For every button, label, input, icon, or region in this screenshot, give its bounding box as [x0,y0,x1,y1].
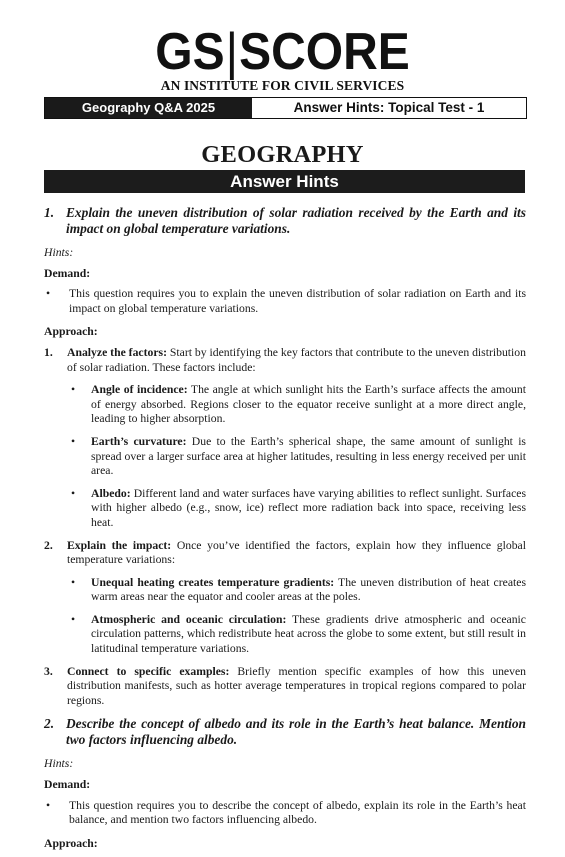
sub-point [67,383,526,427]
step-number: 2. [44,538,53,552]
sub-point-heading: Unequal heating creates temperature gradients: [91,575,335,589]
step-heading: Explain the impact: [67,538,172,552]
sub-point [67,613,526,657]
question-2 [44,716,526,748]
step-body: Once you’ve identified the factors, explain how they influence global temperature variations: [67,538,526,567]
step-heading: Analyze the factors: [67,345,167,359]
document-body [44,205,526,857]
sub-point-body: These gradients drive atmospheric and oceanic circulation patterns, which redistribute heat across the globe to some extent, but still result in latitudinal temperature variations. [91,612,526,656]
sub-point-text [91,487,526,531]
bullet-icon: • [46,287,51,301]
logo-separator: | [225,23,239,82]
sub-point [67,435,526,479]
gsscore-logo [0,23,565,98]
step-text [67,539,526,568]
demand-label: Demand: [44,266,91,280]
sub-point-body: Different land and water surfaces have varying abilities to reflect sunlight. Surfaces with higher albedo (e.g., snow, ice) reflect more radiation back into space, receiving less heat. [91,486,526,529]
step-number: 3. [44,664,53,678]
approach-step [44,346,526,375]
sub-point-heading: Angle of incidence: [91,383,188,397]
bullet-icon: • [46,798,51,812]
sub-point-text [91,435,526,479]
question-1 [44,205,526,237]
step-text [67,665,526,709]
sub-point-text [91,613,526,657]
approach-step [44,539,526,568]
sub-point-text [91,383,526,427]
bullet-icon: • [71,612,76,626]
step-body: Start by identifying the key factors that contribute to the uneven distribution of solar radiation. These factors include: [67,345,526,374]
sub-point-body: Due to the Earth’s spherical shape, the same amount of sunlight is spread over a larger surface area at higher latitudes, resulting in less energy received per unit area. [91,434,526,478]
bullet-icon: • [71,486,76,500]
bullet-icon: • [71,575,76,589]
step-body: Briefly mention specific examples of how this uneven distribution manifests, such as hotter average temperatures in tropical regions compared to polar regions. [67,664,526,707]
band-series-label: Geography Q&A 2025 [45,98,252,118]
demand-text: This question requires you to explain the uneven distribution of solar radiation on Earth and its impact on global temperature variations. [69,287,526,315]
logo-score: SCORE [239,23,410,82]
question-number: 1. [44,205,55,220]
sub-point [67,487,526,531]
hints-label: Hints: [44,246,74,259]
question-number: 2. [44,716,55,732]
section-bar: Answer Hints [44,170,525,193]
bullet-icon: • [71,434,76,448]
sub-point [67,576,526,605]
sub-point-body: The uneven distribution of heat creates warm areas near the equator and cooler areas at the poles. [91,575,526,604]
logo-tagline: AN INSTITUTE FOR CIVIL SERVICES [160,78,405,93]
sub-point-heading: Atmospheric and oceanic circulation: [91,612,287,626]
step-text [67,346,526,375]
hints-label: Hints: [44,757,74,771]
sub-point-text [91,576,526,605]
approach-step [44,665,526,709]
page-title: GEOGRAPHY [201,141,364,168]
question-text: Explain the uneven distribution of solar radiation received by the Earth and its impact on global temperature variations. [66,205,526,236]
logo-wordmark [155,23,410,82]
demand-item [44,287,526,316]
sub-point-heading: Albedo: [91,486,131,500]
sub-point-body: The angle at which sunlight hits the Earth’s surface affects the amount of energy absorbed. Regions closer to the equator receive sunlight at a more direct angle, leading to higher absorption. [91,383,526,426]
bullet-icon: • [71,383,76,397]
step-heading: Connect to specific examples: [67,664,230,678]
approach-label: Approach: [44,325,98,339]
logo-gs: GS [155,23,225,82]
step-number: 1. [44,345,53,359]
sub-point-heading: Earth’s curvature: [91,434,187,448]
demand-text: This question requires you to describe the concept of albedo, explain its role in the Earth’s heat balance, and mention two factors influencing albedo. [69,798,526,827]
demand-label: Demand: [44,778,91,792]
question-text: Describe the concept of albedo and its role in the Earth’s heat balance. Mention two factors influencing albedo. [66,716,526,748]
band-test-label: Answer Hints: Topical Test - 1 [293,100,485,115]
approach-label: Approach: [44,836,98,850]
demand-item [44,799,526,828]
header-band [44,97,527,119]
